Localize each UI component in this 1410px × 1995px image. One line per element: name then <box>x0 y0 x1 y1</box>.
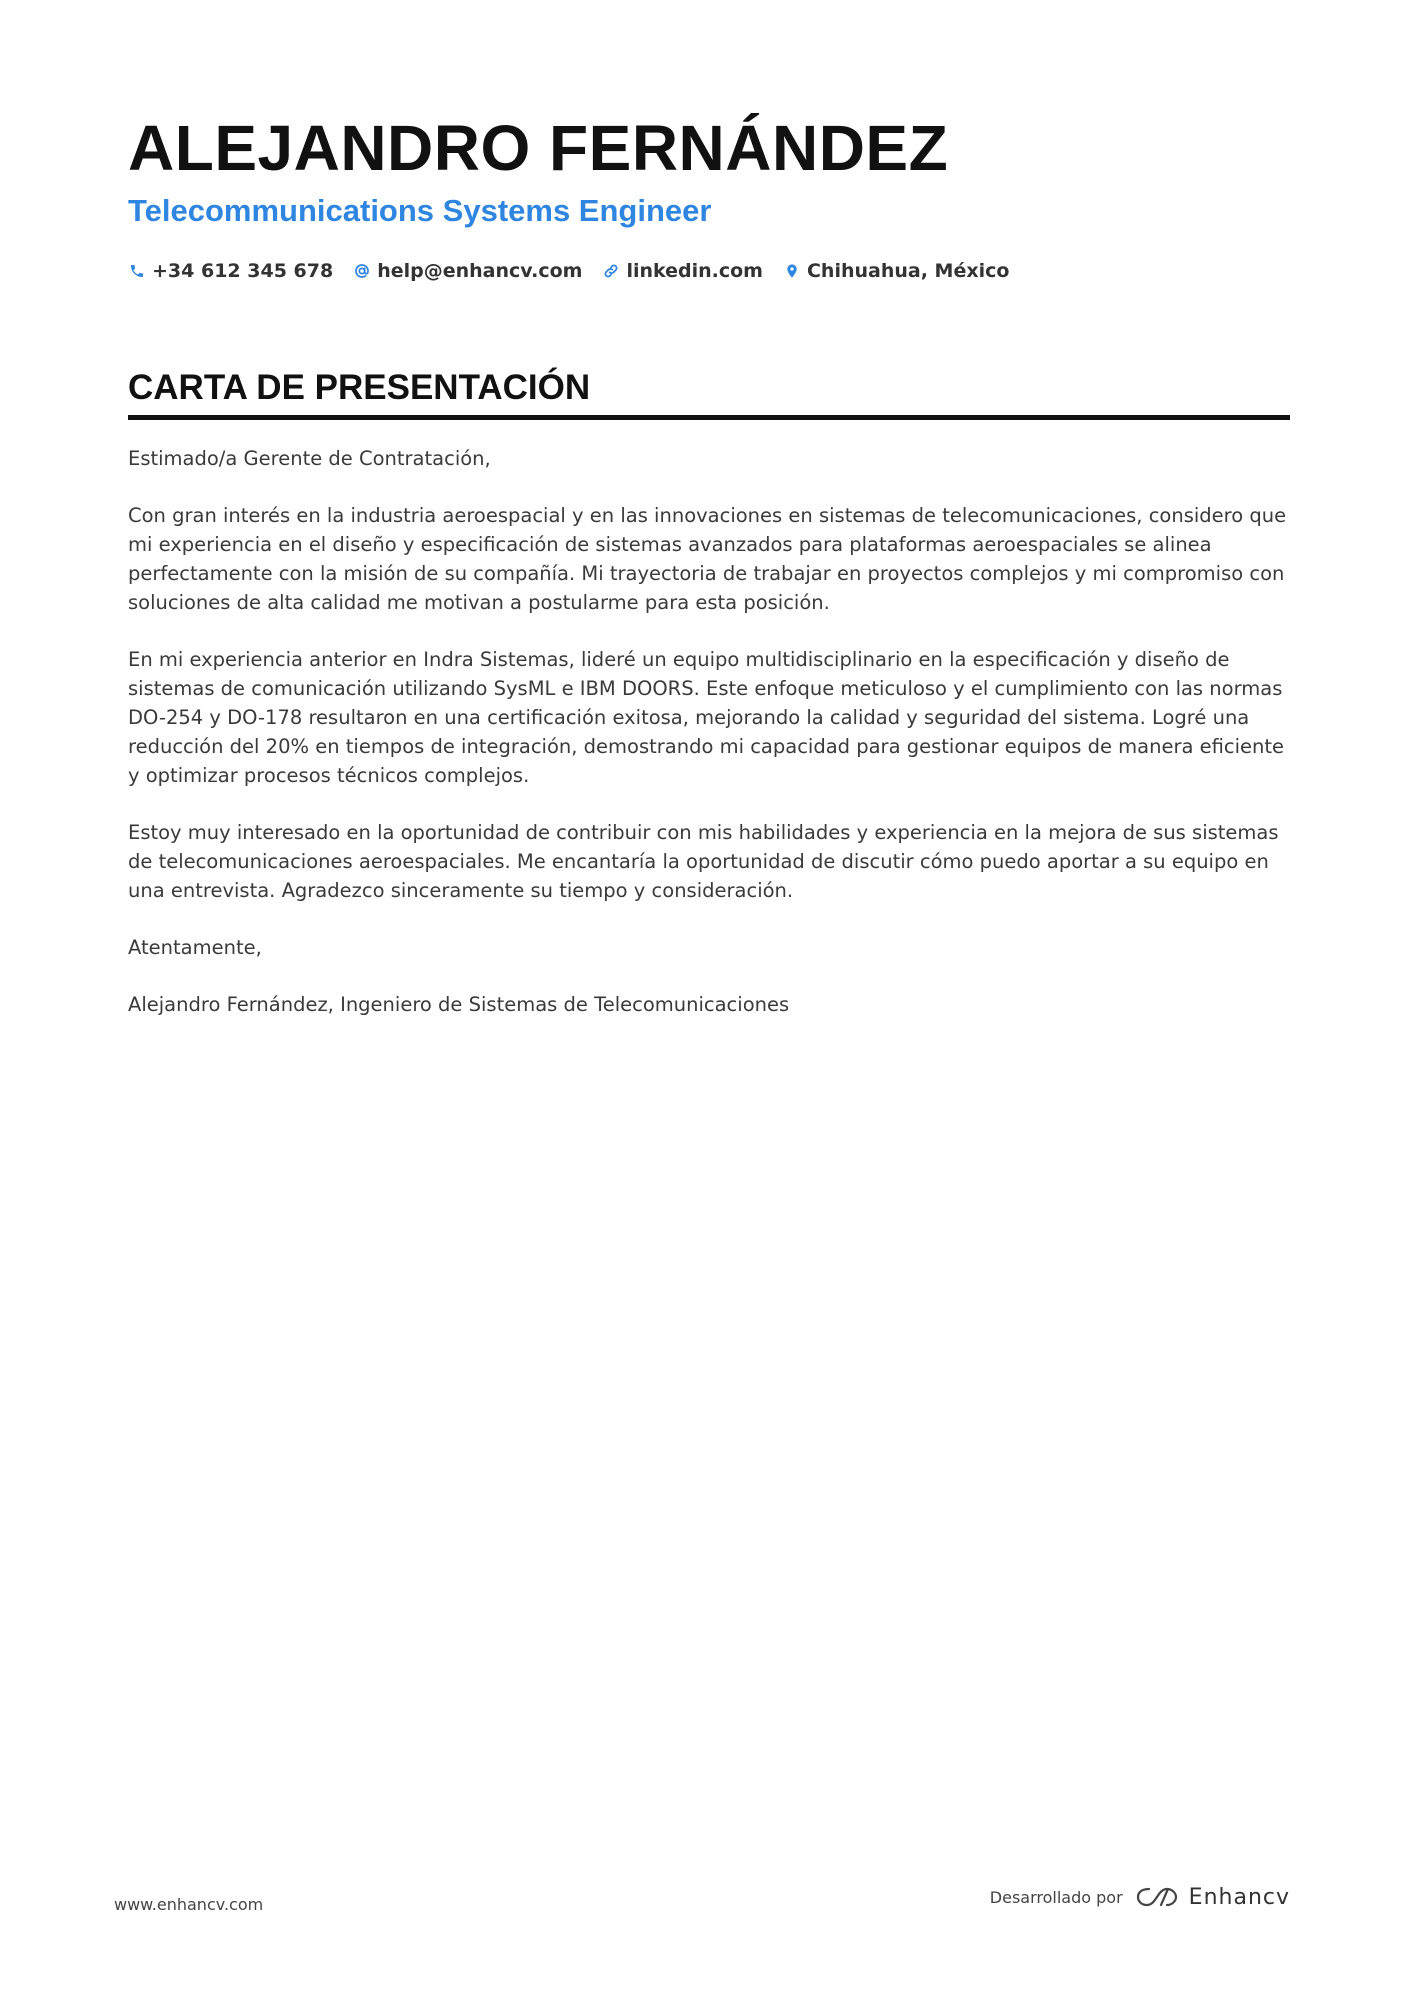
section-title: CARTA DE PRESENTACIÓN <box>128 368 591 407</box>
contact-bar <box>128 256 1288 286</box>
letter-body <box>128 444 1290 1019</box>
contact-linkedin[interactable] <box>602 260 763 282</box>
link-icon <box>602 262 620 280</box>
at-sign-icon <box>353 262 371 280</box>
header <box>128 108 1288 286</box>
contact-email[interactable] <box>353 260 582 282</box>
letter-closing: Atentamente, <box>128 936 262 959</box>
section-divider <box>128 415 1290 420</box>
letter-paragraph: En mi experiencia anterior en Indra Sistemas, lideré un equipo multidisciplinario en la especificación y diseño de sistemas de comunicación utilizando SysML e IBM DOORS. Este enfoque meticuloso y el cumplimiento con las normas DO-254 y DO-178 resultaron en una certificación exitosa, mejorando la calidad y seguridad del sistema. Logré una reducción del 20% en tiempos de integración, demostrando mi capacidad para gestionar equipos de manera eficiente y optimizar procesos técnicos complejos. <box>128 648 1285 787</box>
job-title: Telecommunications Systems Engineer <box>128 193 712 228</box>
contact-location <box>783 260 1009 282</box>
applicant-name: ALEJANDRO FERNÁNDEZ <box>128 112 949 184</box>
cover-letter-section <box>128 365 1290 1047</box>
letter-greeting: Estimado/a Gerente de Contratación, <box>128 447 491 470</box>
enhancv-logo-icon <box>1135 1884 1179 1910</box>
phone-icon <box>128 262 146 280</box>
linkedin-text: linkedin.com <box>626 260 763 282</box>
enhancv-brand-text: Enhancv <box>1188 1884 1290 1910</box>
location-text: Chihuahua, México <box>806 260 1010 282</box>
location-pin-icon <box>783 262 801 280</box>
contact-phone <box>128 260 333 282</box>
letter-signature: Alejandro Fernández, Ingeniero de Sistemas de Telecomunicaciones <box>128 993 790 1016</box>
email-text: help@enhancv.com <box>377 260 583 282</box>
letter-paragraph: Estoy muy interesado en la oportunidad de contribuir con mis habilidades y experiencia en la mejora de sus sistemas de telecomunicaciones aeroespaciales. Me encantaría la oportunidad de discutir cómo puedo aportar a su equipo en una entrevista. Agradezco sinceramente su tiempo y consideración. <box>128 821 1279 902</box>
footer-website[interactable]: www.enhancv.com <box>114 1895 264 1914</box>
built-by-label: Desarrollado por <box>989 1887 1123 1907</box>
letter-paragraph: Con gran interés en la industria aeroespacial y en las innovaciones en sistemas de telecomunicaciones, considero que mi experiencia en el diseño y especificación de sistemas avanzados para plataformas aeroespaciales se alinea perfectamente con la misión de su compañía. Mi trayectoria de trabajar en proyectos complejos y mi compromiso con soluciones de alta calidad me motivan a postularme para esta posición. <box>128 504 1287 614</box>
phone-text: +34 612 345 678 <box>152 260 334 282</box>
footer-branding[interactable] <box>990 1884 1290 1910</box>
